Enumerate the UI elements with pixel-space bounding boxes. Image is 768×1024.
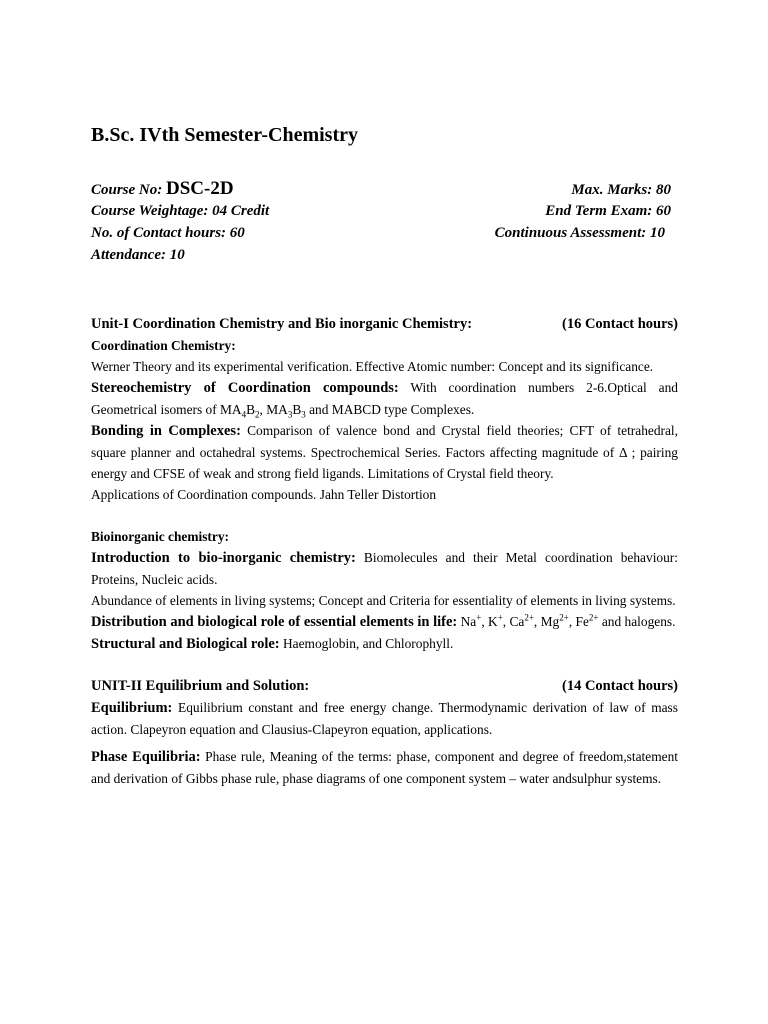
bonding-paragraph <box>91 420 678 484</box>
subscript: 2 <box>255 409 260 420</box>
meta-row-attendance <box>91 247 671 264</box>
phase-text: Phase rule, Meaning of the terms: phase, component and degree of freedom,statement and derivation of Gibbs phase rule, phase diagrams of one component system – water andsulphur systems. <box>91 749 678 786</box>
werner-paragraph: Werner Theory and its experimental verification. Effective Atomic number: Concept and its significance. <box>91 359 654 374</box>
bonding-text: Comparison of valence bond and Crystal field theories; CFT of tetrahedral, square planner and octahedral systems. Spectrochemical Series. Factors affecting magnitude of Δ ; pairing energy and CFSE of weak and strong field ligands. Limitations of Crystal field theory. <box>91 423 678 481</box>
coordination-chemistry-heading: Coordination Chemistry: <box>91 338 236 353</box>
ion-text: , K <box>481 614 498 629</box>
intro-paragraph <box>91 547 678 590</box>
bonding-lead: Bonding in Complexes: <box>91 423 241 439</box>
superscript: + <box>497 612 503 623</box>
syllabus-content <box>91 314 678 789</box>
structural-paragraph <box>91 633 678 655</box>
stereochemistry-lead: Stereochemistry of Coordination compounds: <box>91 380 399 396</box>
stereo-text: and MABCD type Complexes. <box>305 402 475 417</box>
intro-text: Biomolecules and their Metal coordination behaviour: Proteins, Nucleic acids. <box>91 550 678 587</box>
distribution-tail: and halogens. <box>601 614 676 629</box>
unit-2-heading <box>91 676 678 697</box>
max-marks: Max. Marks: 80 <box>571 182 671 198</box>
unit-1-heading <box>91 314 678 335</box>
ion-text: , Fe <box>568 614 589 629</box>
course-weightage: Course Weightage: 04 Credit <box>91 203 270 219</box>
structural-lead: Structural and Biological role: <box>91 636 280 652</box>
superscript: 2+ <box>559 612 569 623</box>
applications-paragraph: Applications of Coordination compounds. Jahn Teller Distortion <box>91 487 437 502</box>
contact-hours: No. of Contact hours: 60 <box>91 225 245 241</box>
spacer <box>91 655 678 676</box>
intro-lead: Introduction to bio-inorganic chemistry: <box>91 550 356 566</box>
abundance-paragraph: Abundance of elements in living systems; Concept and Criteria for essentiality of elements in living systems. <box>91 593 676 608</box>
page-title: B.Sc. IVth Semester-Chemistry <box>91 124 358 146</box>
ion-text: Na <box>460 614 477 629</box>
subscript: 3 <box>301 409 306 420</box>
meta-row-contact <box>91 225 671 242</box>
attendance: Attendance: 10 <box>91 247 185 263</box>
course-no-label: Course No: <box>91 182 163 198</box>
superscript: + <box>476 612 482 623</box>
stereo-text: B <box>292 402 302 417</box>
superscript: 2+ <box>588 612 599 623</box>
meta-row-course <box>91 178 671 200</box>
distribution-paragraph <box>91 611 678 633</box>
superscript: 2+ <box>524 612 534 623</box>
unit-1-title: Unit-I Coordination Chemistry and Bio inorganic Chemistry: <box>91 316 473 332</box>
ion-text: , Ca <box>502 614 525 629</box>
unit-1-hours: (16 Contact hours) <box>562 316 678 332</box>
continuous-assessment: Continuous Assessment: 10 <box>494 225 665 241</box>
stereo-text: B <box>246 402 256 417</box>
subscript: 3 <box>287 409 293 420</box>
end-term-exam: End Term Exam: 60 <box>545 203 671 219</box>
unit-2-title: UNIT-II Equilibrium and Solution: <box>91 678 310 694</box>
structural-text: Haemoglobin, and Chlorophyll. <box>283 636 454 651</box>
equilibrium-lead: Equilibrium: <box>91 700 173 716</box>
stereo-text: , MA <box>259 402 288 417</box>
meta-row-weightage <box>91 203 671 220</box>
bioinorganic-heading: Bioinorganic chemistry: <box>91 529 229 544</box>
phase-lead: Phase Equilibria: <box>91 749 201 765</box>
spacer <box>91 505 678 526</box>
ion-text: , Mg <box>533 614 560 629</box>
subscript: 4 <box>241 409 247 420</box>
distribution-lead: Distribution and biological role of essential elements in life: <box>91 614 458 630</box>
equilibrium-text: Equilibrium constant and free energy change. Thermodynamic derivation of law of mass action. Clapeyron equation and Clausius-Clapeyron equation, applications. <box>91 700 678 737</box>
phase-paragraph <box>91 746 678 789</box>
course-no-value: DSC-2D <box>166 178 234 199</box>
stereo-text: With coordination numbers 2-6.Optical and Geometrical isomers of MA <box>91 380 678 417</box>
unit-2-hours: (14 Contact hours) <box>562 678 678 694</box>
stereochemistry-paragraph <box>91 377 678 420</box>
equilibrium-paragraph <box>91 697 678 740</box>
